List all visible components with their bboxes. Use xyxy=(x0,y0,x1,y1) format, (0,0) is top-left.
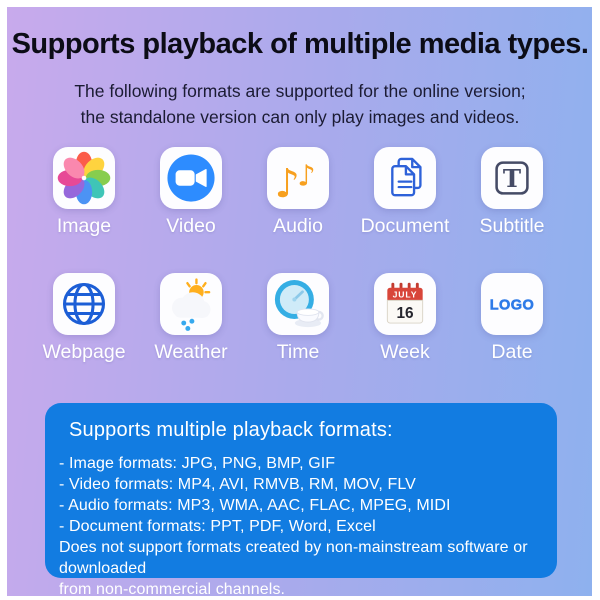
globe-icon xyxy=(55,275,113,333)
media-cell-webpage xyxy=(42,273,126,364)
week-tile xyxy=(374,273,436,335)
clock-teacup-icon xyxy=(269,275,327,333)
calendar-icon xyxy=(376,275,434,333)
format-line-image: - Image formats: JPG, PNG, BMP, GIF xyxy=(59,455,336,472)
image-tile xyxy=(53,147,115,209)
media-cell-date xyxy=(481,273,543,364)
tile-label-audio: Audio xyxy=(273,215,323,237)
tile-label-video: Video xyxy=(166,215,216,237)
svg-text:16: 16 xyxy=(396,305,414,323)
tile-label-webpage: Webpage xyxy=(42,341,126,363)
media-cell-week xyxy=(374,273,436,364)
tile-label-time: Time xyxy=(276,341,320,363)
stacked-documents-icon xyxy=(376,149,434,207)
note-line-2: from non-commercial channels. xyxy=(59,581,286,598)
time-tile xyxy=(267,273,329,335)
subtitle-tile xyxy=(481,147,543,209)
video-tile xyxy=(160,147,222,209)
svg-text:T: T xyxy=(502,164,522,194)
subtitle-line-1: The following formats are supported for the online version; xyxy=(74,81,526,101)
formats-panel-title: Supports multiple playback formats: xyxy=(69,419,393,441)
weather-tile xyxy=(160,273,222,335)
media-cell-video xyxy=(160,147,222,238)
media-cell-time xyxy=(267,273,329,364)
music-notes-icon xyxy=(269,149,327,207)
subtitle-line-2: the standalone version can only play images and videos. xyxy=(80,107,520,127)
svg-text:♪: ♪ xyxy=(297,158,316,193)
media-cell-subtitle xyxy=(481,147,543,238)
tile-label-date: Date xyxy=(491,341,533,363)
media-cell-document xyxy=(360,147,450,238)
audio-tile xyxy=(267,147,329,209)
note-line-1: Does not support formats created by non-mainstream software or downloaded xyxy=(59,539,528,577)
media-cell-image xyxy=(53,147,115,238)
icon-row-2 xyxy=(42,273,543,364)
page-title: Supports playback of multiple media types. xyxy=(11,28,589,60)
webpage-tile xyxy=(53,273,115,335)
format-line-audio: - Audio formats: MP3, WMA, AAC, FLAC, MPEG, MIDI xyxy=(59,497,451,514)
document-tile xyxy=(374,147,436,209)
format-line-document: - Document formats: PPT, PDF, Word, Excel xyxy=(59,518,376,535)
svg-text:LOGO: LOGO xyxy=(489,297,535,314)
letter-t-icon xyxy=(483,149,541,207)
photos-flower-icon xyxy=(55,149,113,207)
media-cell-weather xyxy=(154,273,228,364)
sun-cloud-rain-icon xyxy=(162,275,220,333)
svg-text:♪: ♪ xyxy=(274,161,300,207)
date-tile xyxy=(481,273,543,335)
icon-row-1 xyxy=(53,147,543,238)
tile-label-document: Document xyxy=(360,215,450,237)
tile-label-subtitle: Subtitle xyxy=(479,215,545,237)
tile-label-image: Image xyxy=(56,215,112,237)
page-subtitle xyxy=(0,78,600,130)
svg-text:JULY: JULY xyxy=(392,289,418,300)
tile-label-week: Week xyxy=(380,341,430,363)
formats-panel xyxy=(45,403,557,598)
video-camera-icon xyxy=(162,149,220,207)
tile-label-weather: Weather xyxy=(154,341,228,363)
formats-panel-note xyxy=(59,537,537,600)
logo-text-icon xyxy=(483,275,541,333)
media-cell-audio xyxy=(267,147,329,238)
format-line-video: - Video formats: MP4, AVI, RMVB, RM, MOV, FLV xyxy=(59,476,416,493)
